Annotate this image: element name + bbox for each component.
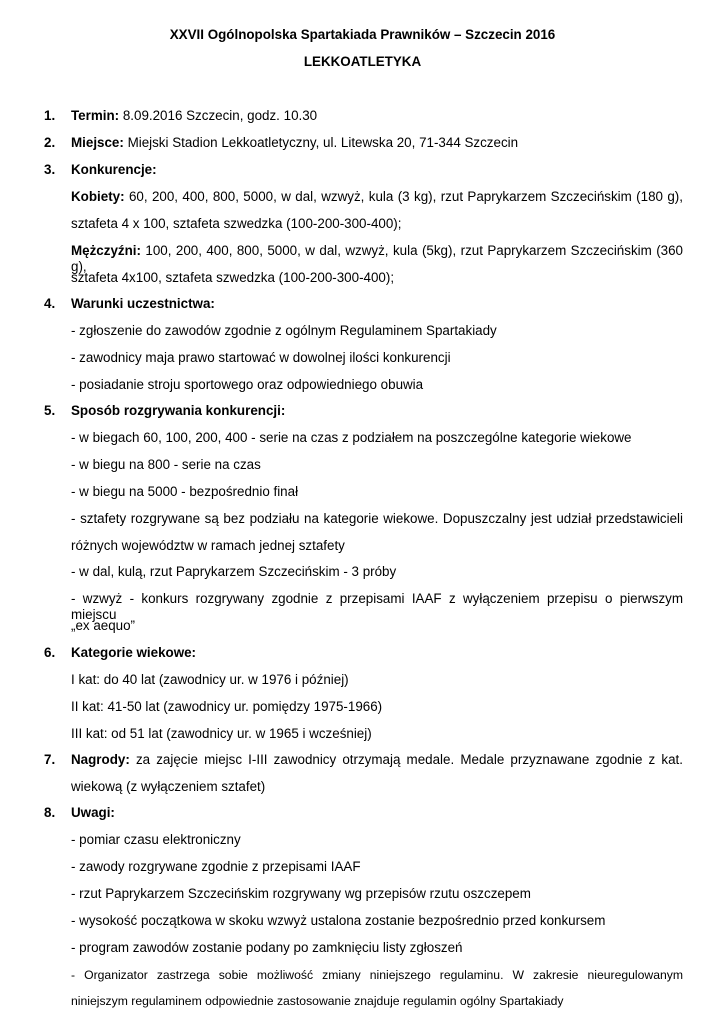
section-7-line-1 — [71, 752, 683, 768]
list-item: - rzut Paprykarzem Szczecińskim rozgrywany wg przepisów rzutu oszczepem — [71, 886, 531, 901]
section-1-text: 8.09.2016 Szczecin, godz. 10.30 — [119, 108, 318, 123]
list-item: - zawody rozgrywane zgodnie z przepisami IAAF — [71, 859, 361, 874]
section-3-number: 3. — [44, 162, 56, 177]
section-4-number: 4. — [44, 296, 56, 311]
section-1-number: 1. — [44, 108, 56, 123]
list-item: III kat: od 51 lat (zawodnicy ur. w 1965 i wcześniej) — [71, 726, 372, 741]
list-item: - posiadanie stroju sportowego oraz odpowiedniego obuwia — [71, 377, 424, 392]
list-item: - w dal, kulą, rzut Paprykarzem Szczecińskim - 3 próby — [71, 564, 397, 579]
section-7-text: za zajęcie miejsc I-III zawodnicy otrzymają medale. Medale przyznawane zgodnie z kat. — [129, 752, 683, 767]
document-subtitle: LEKKOATLETYKA — [303, 54, 422, 69]
section-1-line — [71, 108, 683, 124]
women-label: Kobiety: — [71, 189, 125, 204]
list-item: - wysokość początkowa w skoku wzwyż ustalona zostanie bezpośrednio przed konkursem — [71, 913, 606, 928]
list-item: - zgłoszenie do zawodów zgodnie z ogólnym Regulaminem Spartakiady — [71, 323, 497, 338]
section-2-text: Miejski Stadion Lekkoatletyczny, ul. Litewska 20, 71-344 Szczecin — [123, 135, 519, 150]
section-7-line-2: wiekową (z wyłączeniem sztafet) — [71, 779, 266, 794]
section-2-label: Miejsce: — [71, 135, 124, 150]
women-events-line-1 — [71, 189, 683, 205]
list-item: - zawodnicy maja prawo startować w dowolnej ilości konkurencji — [71, 350, 451, 365]
section-6-label: Kategorie wiekowe: — [71, 645, 197, 660]
organizer-note-line-2: niniejszym regulaminem odpowiednie zastosowanie znajduje regulamin ogólny Spartakiady — [71, 994, 564, 1008]
section-8-label: Uwagi: — [71, 805, 115, 820]
women-events-line-2: sztafeta 4 x 100, sztafeta szwedzka (100-200-300-400); — [71, 216, 402, 231]
section-6-number: 6. — [44, 645, 56, 660]
women-events-text: 60, 200, 400, 800, 5000, w dal, wzwyż, kula (3 kg), rzut Paprykarzem Szczecińskim (180 g), — [124, 189, 683, 204]
section-5-label: Sposób rozgrywania konkurencji: — [71, 403, 286, 418]
organizer-note-line-1: - Organizator zastrzega sobie możliwość zmiany niniejszego regulaminu. W zakresie nieuregulowanym — [71, 968, 683, 982]
list-item: różnych województw w ramach jednej sztafety — [71, 538, 345, 553]
list-item: „ex aequo” — [71, 618, 136, 633]
section-5-number: 5. — [44, 403, 56, 418]
section-3-label: Konkurencje: — [71, 162, 157, 177]
section-2-line — [71, 135, 683, 151]
section-2-number: 2. — [44, 135, 56, 150]
list-item: II kat: 41-50 lat (zawodnicy ur. pomiędzy 1975-1966) — [71, 699, 383, 714]
section-8-number: 8. — [44, 805, 56, 820]
men-label: Mężczyźni: — [71, 243, 141, 258]
men-events-text: 100, 200, 400, 800, 5000, w dal, wzwyż, kula (5kg), rzut Paprykarzem Szczecińskim (360 g), — [71, 243, 683, 274]
section-4-label: Warunki uczestnictwa: — [71, 296, 215, 311]
list-item: - w biegu na 800 - serie na czas — [71, 457, 261, 472]
list-item: - w biegach 60, 100, 200, 400 - serie na czas z podziałem na poszczególne kategorie wiekowe — [71, 430, 632, 445]
men-events-line-1 — [71, 243, 683, 274]
list-item: - pomiar czasu elektroniczny — [71, 832, 241, 847]
section-7-label: Nagrody: — [71, 752, 130, 767]
section-1-label: Termin: — [71, 108, 120, 123]
list-item: - sztafety rozgrywane są bez podziału na kategorie wiekowe. Dopuszczalny jest udział przedstawicieli — [71, 511, 683, 526]
section-7-number: 7. — [44, 752, 56, 767]
list-item: - wzwyż - konkurs rozgrywany zgodnie z przepisami IAAF z wyłączeniem przepisu o pierwszym miejscu — [71, 591, 683, 622]
men-events-line-2: sztafeta 4x100, sztafeta szwedzka (100-200-300-400); — [71, 270, 395, 285]
list-item: I kat: do 40 lat (zawodnicy ur. w 1976 i później) — [71, 672, 349, 687]
list-item: - w biegu na 5000 - bezpośrednio finał — [71, 484, 299, 499]
list-item: - program zawodów zostanie podany po zamknięciu listy zgłoszeń — [71, 940, 463, 955]
document-title: XXVII Ogólnopolska Spartakiada Prawników – Szczecin 2016 — [169, 27, 556, 42]
